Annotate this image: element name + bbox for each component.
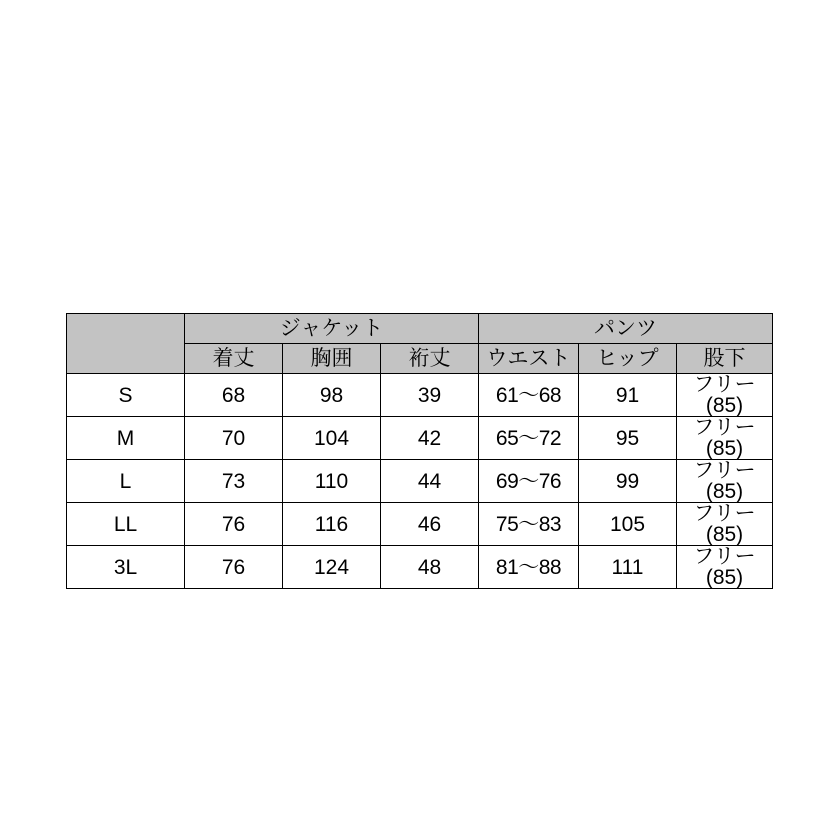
column-header-hip: ヒップ (579, 344, 677, 374)
cell-inseam: フリー(85) (677, 546, 773, 589)
cell-jacket-length: 70 (185, 417, 283, 460)
column-header-inseam: 股下 (677, 344, 773, 374)
row-size-label: LL (67, 503, 185, 546)
table-row (67, 546, 773, 589)
cell-hip: 111 (579, 546, 677, 589)
cell-sleeve-length: 48 (381, 546, 479, 589)
cell-waist: 61〜68 (479, 374, 579, 417)
column-header-waist: ウエスト (479, 344, 579, 374)
table-row (67, 503, 773, 546)
cell-hip: 105 (579, 503, 677, 546)
group-header-pants: パンツ (479, 314, 773, 344)
cell-inseam: フリー(85) (677, 417, 773, 460)
cell-sleeve-length: 39 (381, 374, 479, 417)
cell-waist: 75〜83 (479, 503, 579, 546)
cell-chest: 116 (283, 503, 381, 546)
table-row (67, 374, 773, 417)
table-corner-cell (67, 314, 185, 374)
cell-chest: 104 (283, 417, 381, 460)
table-group-header-row (67, 314, 773, 344)
group-header-jacket: ジャケット (185, 314, 479, 344)
cell-sleeve-length: 42 (381, 417, 479, 460)
column-header-chest: 胸囲 (283, 344, 381, 374)
table-body (67, 374, 773, 589)
cell-chest: 124 (283, 546, 381, 589)
cell-inseam: フリー(85) (677, 503, 773, 546)
cell-jacket-length: 76 (185, 546, 283, 589)
cell-waist: 65〜72 (479, 417, 579, 460)
cell-hip: 95 (579, 417, 677, 460)
row-size-label: L (67, 460, 185, 503)
cell-chest: 98 (283, 374, 381, 417)
size-table (66, 313, 773, 589)
cell-jacket-length: 73 (185, 460, 283, 503)
cell-waist: 69〜76 (479, 460, 579, 503)
column-header-jacket-length: 着丈 (185, 344, 283, 374)
cell-hip: 91 (579, 374, 677, 417)
column-header-sleeve-length: 裄丈 (381, 344, 479, 374)
row-size-label: S (67, 374, 185, 417)
table-row (67, 460, 773, 503)
cell-inseam: フリー(85) (677, 460, 773, 503)
row-size-label: M (67, 417, 185, 460)
cell-jacket-length: 76 (185, 503, 283, 546)
size-chart (66, 313, 772, 589)
cell-chest: 110 (283, 460, 381, 503)
cell-sleeve-length: 44 (381, 460, 479, 503)
cell-waist: 81〜88 (479, 546, 579, 589)
row-size-label: 3L (67, 546, 185, 589)
cell-sleeve-length: 46 (381, 503, 479, 546)
cell-hip: 99 (579, 460, 677, 503)
cell-jacket-length: 68 (185, 374, 283, 417)
table-row (67, 417, 773, 460)
table-header (67, 314, 773, 374)
cell-inseam: フリー(85) (677, 374, 773, 417)
